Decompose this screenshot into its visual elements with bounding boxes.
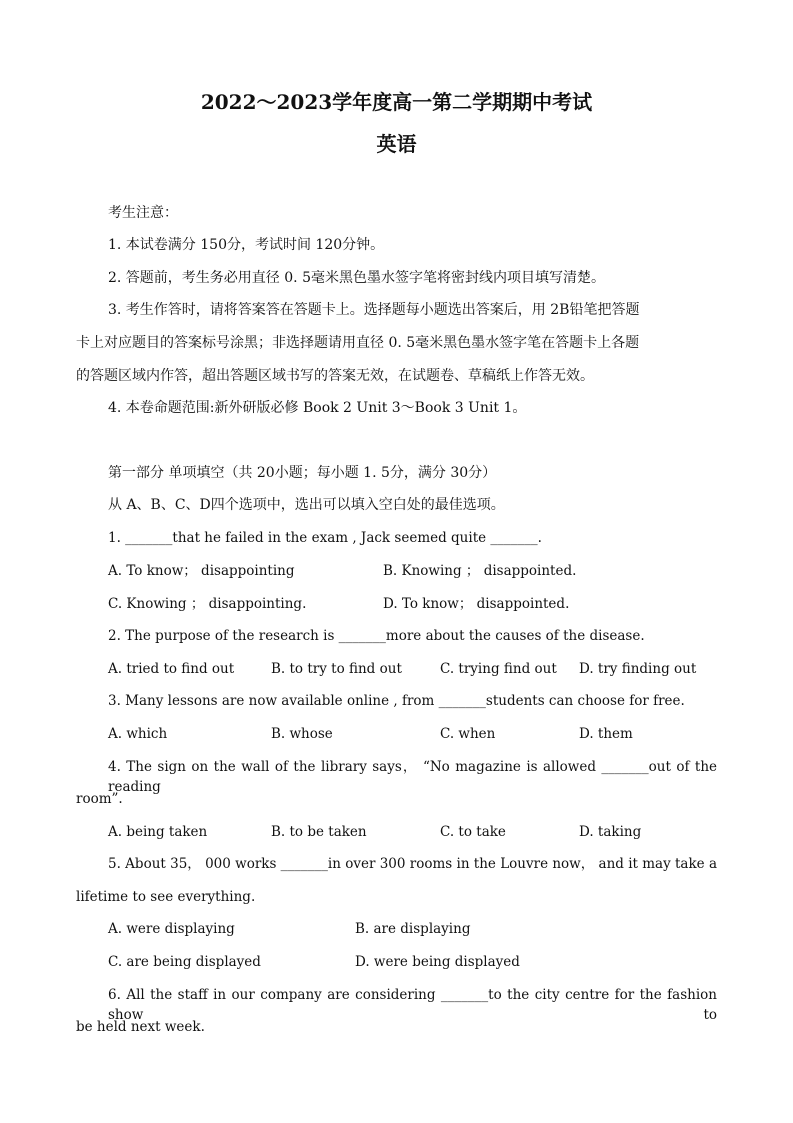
question-4-option-c: C. to take [440, 824, 506, 840]
question-2-option-c: C. trying find out [440, 661, 557, 677]
question-4-stem: 4. The sign on the wall of the library says， “No magazine is allowed _______out of the reading [108, 759, 717, 795]
question-5-option-b: B. are displaying [355, 921, 471, 937]
question-1-stem: 1. _______that he failed in the exam , Jack seemed quite _______. [108, 530, 542, 546]
notice-item-3: 3. 考生作答时，请将答案答在答题卡上。选择题每小题选出答案后，用 2B铅笔把答题 [108, 302, 640, 318]
part1-heading: 第一部分 单项填空（共 20小题；每小题 1. 5分，满分 30分） [108, 465, 497, 481]
question-6-stem: 6. All the staff in our company are considering _______to the city centre for the fashion show to [108, 987, 717, 1023]
notice-heading: 考生注意： [108, 205, 178, 221]
exam-title: 2022～2023学年度高一第二学期期中考试 [200, 90, 593, 114]
notice-item-3-cont: 卡上对应题目的答案标号涂黑；非选择题请用直径 0. 5毫米黑色墨水签字笔在答题卡上各题 [76, 335, 640, 351]
question-1-option-a: A. To know； disappointing [108, 563, 295, 579]
question-2-stem: 2. The purpose of the research is _______more about the causes of the disease. [108, 628, 645, 644]
question-5-stem-cont: lifetime to see everything. [76, 889, 256, 905]
question-4-stem-cont: room”. [76, 791, 123, 807]
question-1-option-c: C. Knowing ； disappointing. [108, 596, 307, 612]
question-2-option-b: B. to try to find out [271, 661, 402, 677]
question-5-option-a: A. were displaying [108, 921, 235, 937]
question-2-option-a: A. tried to find out [108, 661, 235, 677]
question-5-stem: 5. About 35， 000 works _______in over 300 rooms in the Louvre now， and it may take a [108, 856, 717, 872]
question-4-option-a: A. being taken [108, 824, 208, 840]
question-5-option-d: D. were being displayed [355, 954, 520, 970]
question-4-option-d: D. taking [579, 824, 642, 840]
question-3-option-a: A. which [108, 726, 168, 742]
question-3-option-b: B. whose [271, 726, 333, 742]
notice-item-4: 4. 本卷命题范围:新外研版必修 Book 2 Unit 3～Book 3 Unit 1。 [108, 400, 527, 416]
notice-item-3-end: 的答题区域内作答，超出答题区域书写的答案无效，在试题卷、草稿纸上作答无效。 [76, 368, 594, 384]
question-1-option-b: B. Knowing ； disappointed. [383, 563, 577, 579]
notice-item-1: 1. 本试卷满分 150分，考试时间 120分钟。 [108, 237, 385, 253]
notice-item-2: 2. 答题前，考生务必用直径 0. 5毫米黑色墨水签字笔将密封线内项目填写清楚。 [108, 270, 605, 286]
question-5-option-c: C. are being displayed [108, 954, 261, 970]
part1-instruction: 从 A、B、C、D四个选项中，选出可以填入空白处的最佳选项。 [108, 497, 505, 513]
question-3-stem: 3. Many lessons are now available online , from _______students can choose for free. [108, 693, 685, 709]
question-6-stem-cont: be held next week. [76, 1019, 205, 1035]
question-2-option-d: D. try finding out [579, 661, 697, 677]
question-1-option-d: D. To know； disappointed. [383, 596, 570, 612]
question-3-option-c: C. when [440, 726, 496, 742]
question-4-option-b: B. to be taken [271, 824, 367, 840]
exam-subject: 英语 [376, 132, 417, 156]
question-3-option-d: D. them [579, 726, 633, 742]
